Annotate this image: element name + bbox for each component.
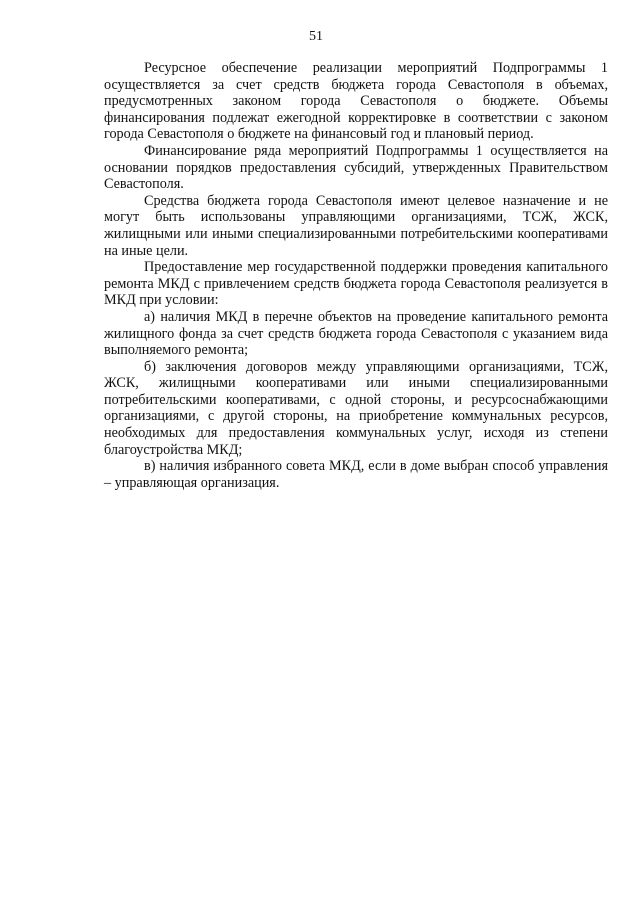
condition-a: а) наличия МКД в перечне объектов на проведение капитального ремонта жилищного фонда за счет средств бюджета города Севастополя с указанием вида выполняемого ремонта; [104,308,608,359]
document-body [104,60,608,491]
paragraph-financing-procedures: Финансирование ряда мероприятий Подпрограммы 1 осуществляется на основании порядков предоставления субсидий, утвержденных Правительством Севастополя. [104,142,608,193]
condition-c: в) наличия избранного совета МКД, если в доме выбран способ управления – управляющая организация. [104,458,608,491]
paragraph-support-conditions: Предоставление мер государственной поддержки проведения капитального ремонта МКД с привлечением средств бюджета города Севастополя реализуется в МКД при условии: [104,259,608,309]
condition-b: б) заключения договоров между управляющими организациями, ТСЖ, ЖСК, жилищными кооперативами или иными специализированными потребительскими кооперативами, с одной стороны, и ресурсоснабжающими организациями, с другой стороны, на приобретение коммунальных ресурсов, необходимых для предоставления коммунальных услуг, исходя из степени благоустройства МКД; [104,358,608,458]
paragraph-resource-provision: Ресурсное обеспечение реализации мероприятий Подпрограммы 1 осуществляется за счет средств бюджета города Севастополя в объемах, предусмотренных законом города Севастополя о бюджете. Объемы финансирования подлежат ежегодной корректировке в соответствии с законом города Севастополя о бюджете на финансовый год и плановый период. [104,60,608,143]
paragraph-target-purpose: Средства бюджета города Севастополя имеют целевое назначение и не могут быть использованы управляющими организациями, ТСЖ, ЖСК, жилищными или иными специализированными потребительскими кооперативами на иные цели. [104,192,608,259]
page-number: 51 [309,29,323,44]
